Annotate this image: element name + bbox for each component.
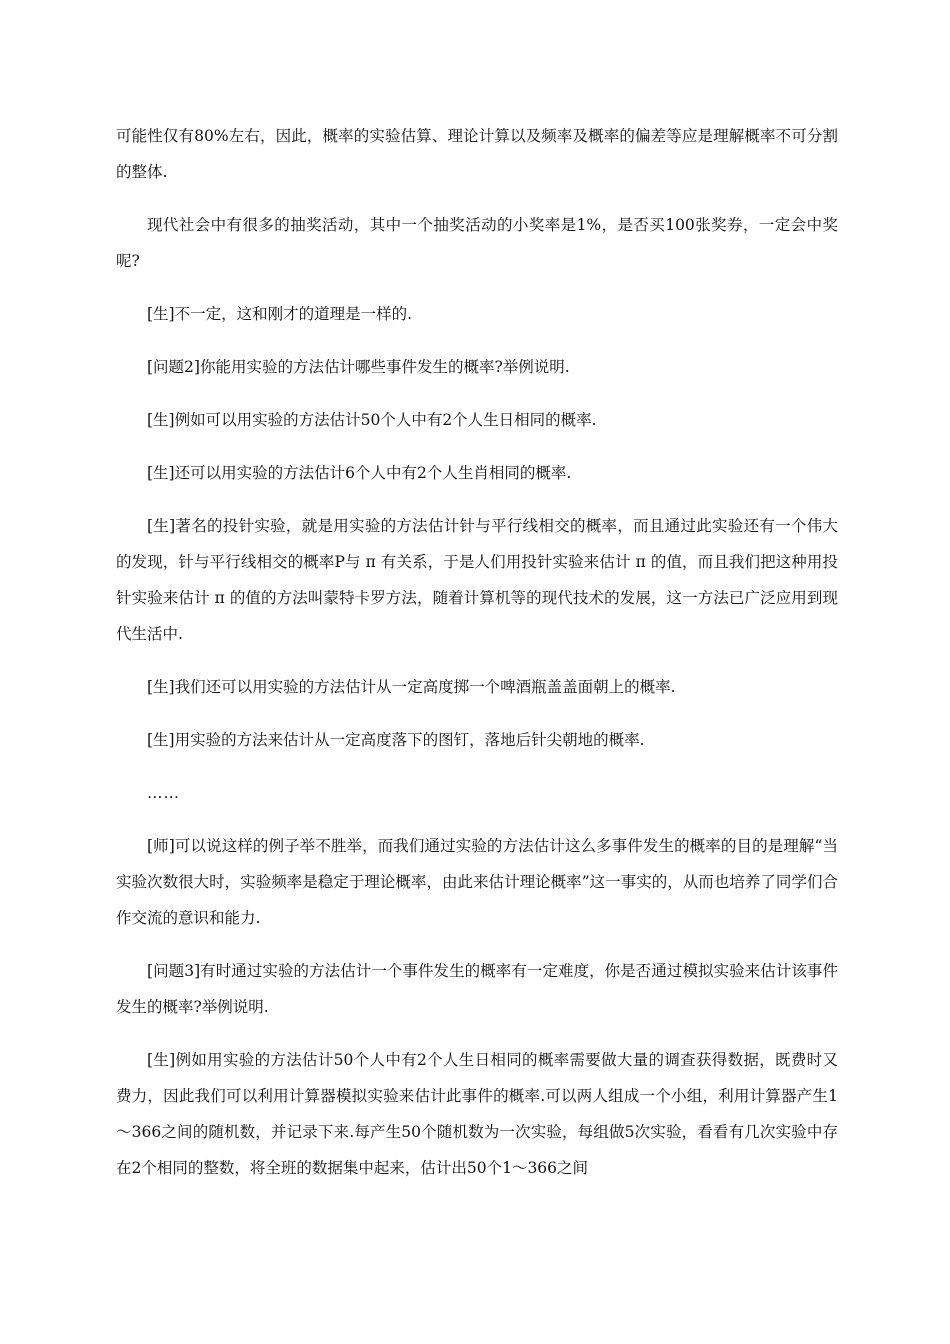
paragraph-student-birthday: [生]例如可以用实验的方法估计50个人中有2个人生日相同的概率. [147, 411, 597, 429]
paragraph-teacher-summary: [师]可以说这样的例子举不胜举，而我们通过实验的方法估计这么多事件发生的概率的目的是理解“当实验次数很大时，实验频率是稳定于理论概率，由此来估计理论概率”这一事实的，从而也培养了同学们合作交流的意识和能力. [116, 837, 838, 927]
paragraph-student-thumbtack: [生]用实验的方法来估计从一定高度落下的图钉，落地后针尖朝地的概率. [147, 731, 645, 749]
ellipsis: …… [147, 784, 180, 802]
paragraph-question-3: [问题3]有时通过实验的方法估计一个事件发生的概率有一定难度，你是否通过模拟实验来估计该事件发生的概率?举例说明. [116, 962, 838, 1016]
paragraph-lottery-question: 现代社会中有很多的抽奖活动，其中一个抽奖活动的小奖率是1%，是否买100张奖券，一定会中奖呢? [116, 216, 838, 270]
paragraph-student-answer-1: [生]不一定，这和刚才的道理是一样的. [147, 305, 413, 323]
paragraph-student-buffon-needle: [生]著名的投针实验，就是用实验的方法估计针与平行线相交的概率，而且通过此实验还有一个伟大的发现，针与平行线相交的概率P与 π 有关系，于是人们用投针实验来估计 π 的值，而且我们把这种用投针实验来估计 π 的值的方法叫蒙特卡罗方法，随着计算机等的现代技术的发展，这一方法已广泛应用到现代生活中. [116, 517, 838, 643]
document-body [116, 118, 838, 1203]
paragraph-continuation: 可能性仅有80%左右，因此，概率的实验估算、理论计算以及频率及概率的偏差等应是理解概率不可分割的整体. [116, 127, 838, 181]
paragraph-question-2: [问题2]你能用实验的方法估计哪些事件发生的概率?举例说明. [147, 358, 570, 376]
paragraph-student-bottle-cap: [生]我们还可以用实验的方法估计从一定高度掷一个啤酒瓶盖盖面朝上的概率. [147, 678, 676, 696]
paragraph-student-zodiac: [生]还可以用实验的方法估计6个人中有2个人生肖相同的概率. [147, 464, 572, 482]
paragraph-student-simulation: [生]例如用实验的方法估计50个人中有2个人生日相同的概率需要做大量的调查获得数据，既费时又费力，因此我们可以利用计算器模拟实验来估计此事件的概率.可以两人组成一个小组，利用计算器产生1～366之间的随机数，并记录下来.每产生50个随机数为一次实验，每组做5次实验，看看有几次实验中存在2个相同的整数，将全班的数据集中起来，估计出50个1～366之间 [116, 1051, 838, 1177]
